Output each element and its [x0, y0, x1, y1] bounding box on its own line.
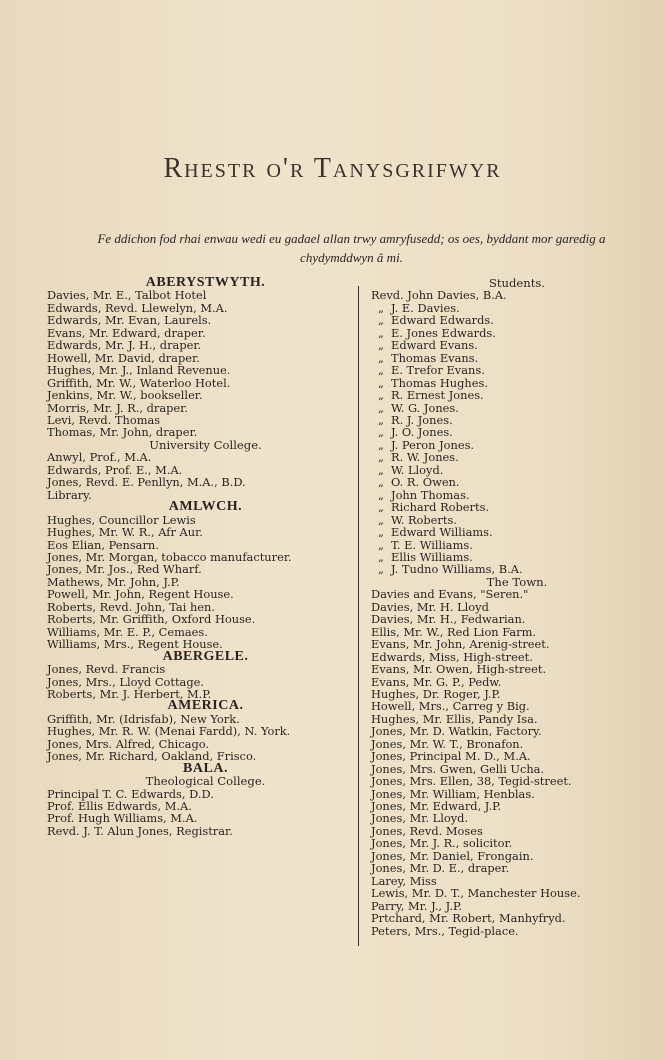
subscriber-entry: Peters, Mrs., Tegid-place.	[371, 923, 519, 938]
ditto-mark: „	[378, 350, 384, 365]
subscriber-entry: Jones, Mr. Richard, Oakland, Frisco.	[47, 749, 257, 764]
subscriber-entry: Jones, Mr. Edward, J.P.	[371, 799, 502, 814]
ditto-mark: „	[378, 549, 384, 564]
subscriber-name: E. Trefor Evans.	[391, 363, 485, 378]
ditto-mark: „	[378, 562, 384, 577]
subscriber-entry: Prof. Ellis Edwards, M.A.	[47, 799, 192, 814]
subscriber-entry: Edwards, Miss, High-street.	[371, 649, 533, 664]
subscriber-name: John Thomas.	[391, 487, 470, 502]
subscriber-entry: Hughes, Mr. W. R., Afr Aur.	[47, 525, 203, 540]
subscriber-entry: Revd. John Davies, B.A.	[371, 288, 507, 303]
subscriber-entry: Morris, Mr. J. R., draper.	[47, 400, 188, 415]
subscriber-entry: Parry, Mr. J., J.P.	[371, 898, 462, 913]
subscriber-name: Richard Roberts.	[391, 500, 490, 515]
ditto-mark: „	[378, 313, 384, 328]
subscriber-entry: Howell, Mr. David, draper.	[47, 350, 200, 365]
subscriber-entry: Library.	[47, 487, 92, 502]
subscriber-entry: Larey, Miss	[371, 873, 437, 888]
section-heading: AMERICA.	[167, 698, 244, 714]
subscriber-name: T. E. Williams.	[391, 537, 473, 552]
subscriber-entry: Jones, Revd. Francis	[47, 662, 166, 677]
subscriber-name: W. Roberts.	[391, 512, 457, 527]
ditto-mark: „	[378, 500, 384, 515]
subscriber-entry: Jones, Mr. Jos., Red Wharf.	[47, 562, 202, 577]
subscriber-name: Ellis Williams.	[391, 549, 473, 564]
subscriber-entry: Powell, Mr. John, Regent House.	[47, 587, 234, 602]
subscriber-entry: Davies, Mr. E., Talbot Hotel	[47, 288, 207, 303]
subscriber-entry: Hughes, Mr. J., Inland Revenue.	[47, 363, 231, 378]
subscriber-entry: Jones, Mrs., Lloyd Cottage.	[47, 674, 204, 689]
subscriber-entry: Davies, Mr. H. Lloyd	[371, 599, 489, 614]
subscriber-name: Thomas Evans.	[391, 350, 479, 365]
subscriber-entry: Evans, Mr. G. P., Pedw.	[371, 674, 502, 689]
column-divider	[358, 286, 359, 946]
ditto-mark: „	[378, 375, 384, 390]
subscriber-entry: Ellis, Mr. W., Red Lion Farm.	[371, 624, 537, 639]
subscriber-entry: Jones, Mr. Daniel, Frongain.	[371, 848, 534, 863]
ditto-mark: „	[378, 412, 384, 427]
subscriber-entry: Lewis, Mr. D. T., Manchester House.	[371, 886, 581, 901]
subscriber-entry: Jones, Mrs. Gwen, Gelli Ucha.	[371, 761, 545, 776]
subscriber-entry: Edwards, Prof. E., M.A.	[47, 462, 183, 477]
subscriber-entry: Edwards, Mr. Evan, Laurels.	[47, 313, 212, 328]
subscriber-name: W. G. Jones.	[391, 400, 459, 415]
subscriber-entry: Roberts, Mr. J. Herbert, M.P.	[47, 686, 212, 701]
subscriber-entry: Hughes, Dr. Roger, J.P.	[371, 686, 501, 701]
subscriber-entry: Roberts, Mr. Griffith, Oxford House.	[47, 612, 256, 627]
subscriber-entry: Jones, Mrs. Ellen, 38, Tegid-street.	[371, 774, 572, 789]
subscriber-entry: Evans, Mr. John, Arenig-street.	[371, 637, 550, 652]
subscriber-entry: Jones, Revd. Moses	[371, 823, 483, 838]
subscriber-entry: Anwyl, Prof., M.A.	[47, 450, 152, 465]
subscriber-name: R. J. Jones.	[391, 412, 453, 427]
subscriber-entry: Howell, Mrs., Carreg y Big.	[371, 699, 530, 714]
subscriber-entry: Prof. Hugh Williams, M.A.	[47, 811, 198, 826]
subscriber-name: R. Ernest Jones.	[391, 388, 484, 403]
subscriber-name: Edward Williams.	[391, 525, 493, 540]
section-subheading: The Town.	[486, 574, 548, 589]
subscriber-entry: Levi, Revd. Thomas	[47, 412, 161, 427]
subscriber-entry: Jones, Mrs. Alfred, Chicago.	[47, 736, 210, 751]
subscriber-entry: Edwards, Mr. J. H., draper.	[47, 338, 202, 353]
subscriber-entry: Jones, Mr. William, Henblas.	[371, 786, 535, 801]
subscriber-name: Edward Evans.	[391, 338, 478, 353]
subscriber-entry: Principal T. C. Edwards, D.D.	[47, 786, 214, 801]
subscriber-entry: Jones, Mr. D. Watkin, Factory.	[371, 724, 542, 739]
subscriber-entry: Jones, Mr. D. E., draper.	[371, 861, 510, 876]
subscriber-entry: Roberts, Revd. John, Tai hen.	[47, 599, 216, 614]
subscriber-entry: Evans, Mr. Owen, High-street.	[371, 662, 547, 677]
ditto-mark: „	[378, 525, 384, 540]
subscriber-entry: Hughes, Mr. R. W. (Menai Fardd), N. York.	[47, 724, 291, 739]
subscriber-entry: Williams, Mr. E. P., Cemaes.	[47, 624, 208, 639]
section-heading: BALA.	[183, 760, 228, 776]
ditto-mark: „	[378, 512, 384, 527]
ditto-mark: „	[378, 363, 384, 378]
ditto-mark: „	[378, 450, 384, 465]
subscriber-entry: Jones, Principal M. D., M.A.	[371, 749, 531, 764]
subscriber-entry	[371, 563, 651, 575]
subscriber-entry: Jones, Mr. Morgan, tobacco manufacturer.	[47, 549, 292, 564]
ditto-mark: „	[378, 388, 384, 403]
subscriber-name: J. O. Jones.	[391, 425, 453, 440]
ditto-mark: „	[378, 325, 384, 340]
subscriber-entry: Davies, Mr. H., Fedwarian.	[371, 612, 526, 627]
subscriber-name: W. Lloyd.	[391, 462, 444, 477]
section-heading: AMLWCH.	[168, 499, 243, 515]
subscriber-entry: Griffith, Mr. W., Waterloo Hotel.	[47, 375, 231, 390]
section-heading: ABERYSTWYTH.	[145, 275, 266, 290]
ditto-mark: „	[378, 475, 384, 490]
ditto-mark: „	[378, 300, 384, 315]
subscriber-name: O. R. Owen.	[391, 475, 460, 490]
section-subheading: University College.	[149, 437, 262, 452]
subscriber-entry: Jones, Mr. W. T., Bronafon.	[371, 736, 524, 751]
left-column	[47, 277, 352, 837]
subscriber-entry: Hughes, Councillor Lewis	[47, 512, 196, 527]
subscriber-entry: Edwards, Revd. Llewelyn, M.A.	[47, 300, 228, 315]
ditto-mark: „	[378, 338, 384, 353]
page-title: Rhestr o'r Tanysgrifwyr	[163, 153, 502, 184]
subscriber-entry: Mathews, Mr. John, J.P.	[47, 574, 180, 589]
subscriber-entry: Thomas, Mr. John, draper.	[47, 425, 198, 440]
subscriber-entry: Hughes, Mr. Ellis, Pandy Isa.	[371, 711, 538, 726]
ditto-mark: „	[378, 462, 384, 477]
section-heading: ABERGELE.	[162, 648, 249, 664]
subscriber-name: Edward Edwards.	[391, 313, 494, 328]
subscriber-entry: Jones, Mr. J. R., solicitor.	[371, 836, 513, 851]
subscriber-name: J. Tudno Williams, B.A.	[391, 562, 523, 577]
subscriber-entry: Davies and Evans, "Seren."	[371, 587, 529, 602]
subscriber-name: R. W. Jones.	[391, 450, 459, 465]
subscriber-name: J. Peron Jones.	[391, 437, 475, 452]
ditto-mark: „	[378, 487, 384, 502]
section-subheading: Theological College.	[145, 774, 266, 789]
subscriber-entry: Jones, Revd. E. Penllyn, M.A., B.D.	[47, 475, 246, 490]
ditto-mark: „	[378, 425, 384, 440]
subscriber-entry: Williams, Mrs., Regent House.	[47, 637, 223, 652]
subscriber-entry: Revd. J. T. Alun Jones, Registrar.	[47, 823, 233, 838]
ditto-mark: „	[378, 537, 384, 552]
section-subheading: Students.	[488, 276, 546, 290]
ditto-mark: „	[378, 437, 384, 452]
subscriber-entry: Prtchard, Mr. Robert, Manhyfryd.	[371, 911, 566, 926]
subscriber-entry: Griffith, Mr. (Idrisfab), New York.	[47, 711, 240, 726]
subscriber-name: E. Jones Edwards.	[391, 325, 496, 340]
subscriber-entry: Jones, Mr. Lloyd.	[371, 811, 469, 826]
subscriber-entry: Jenkins, Mr. W., bookseller.	[47, 388, 203, 403]
ditto-mark: „	[378, 400, 384, 415]
subscriber-name: J. E. Davies.	[391, 300, 460, 315]
subscriber-name: Thomas Hughes.	[391, 375, 488, 390]
subscriber-entry: Evans, Mr. Edward, draper.	[47, 325, 206, 340]
right-column	[371, 277, 651, 937]
subscriber-entry: Eos Elian, Pensarn.	[47, 537, 159, 552]
apology-note: Fe ddichon fod rhai enwau wedi eu gadael allan trwy amryfusedd; os oes, byddant mor garedig a chydymddwyn â mi.	[97, 231, 606, 265]
